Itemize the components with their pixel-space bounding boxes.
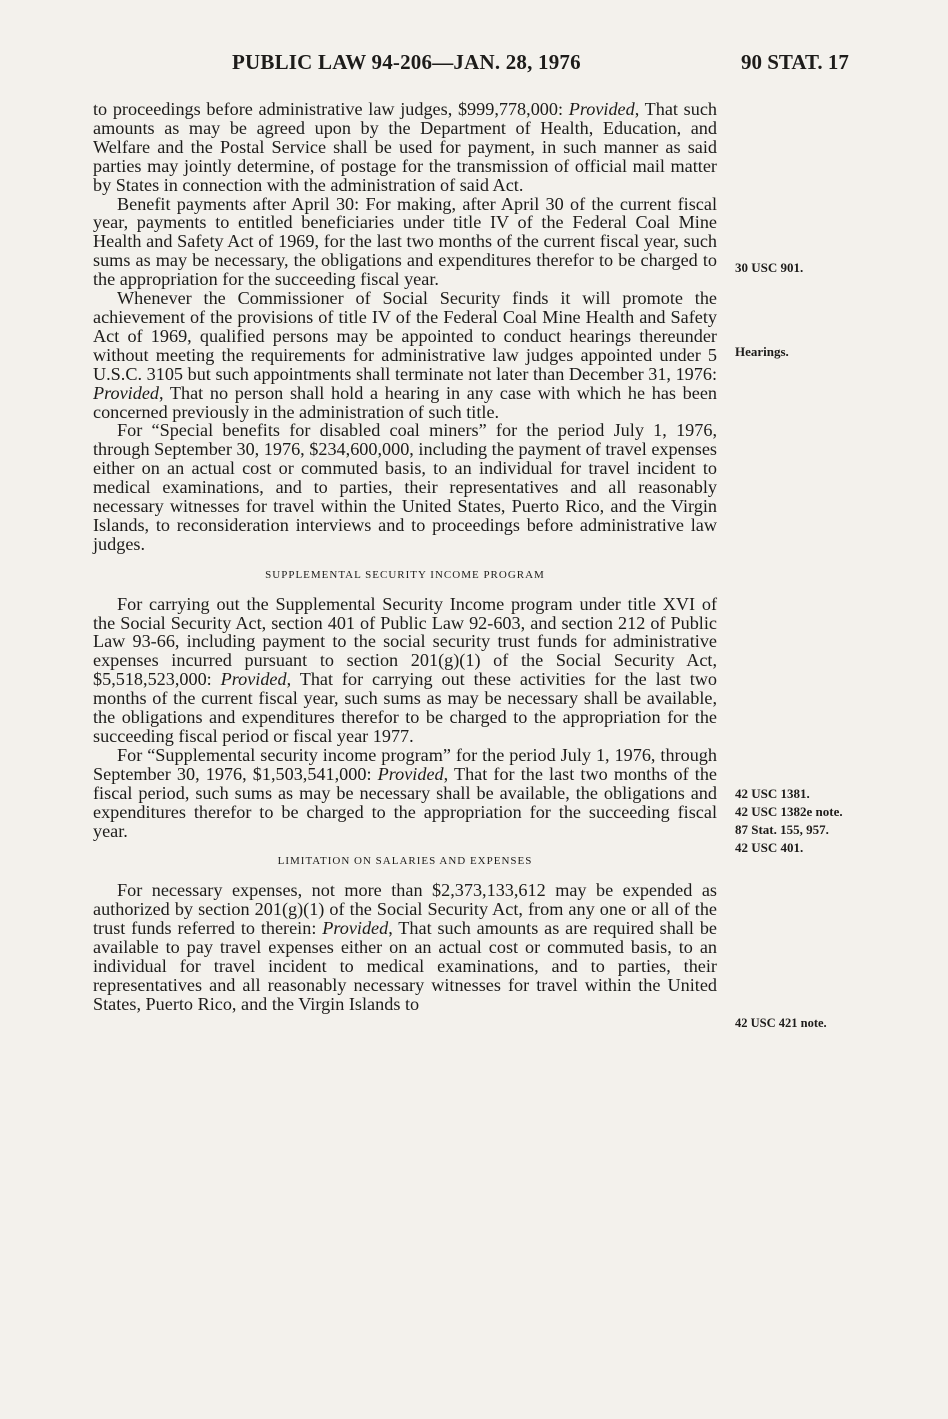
paragraph-5: For carrying out the Supplemental Security Income program under title XVI of the Social Security Act, section 401 of Public Law 92-603, and section 212 of Public Law 93-66, including payment to the social security trust funds for administrative expenses incurred pursuant to section 201(g)(1) of the Social Security Act, $5,518,523,000: Provided, That for carrying out these activities for the last two months of the current fiscal year, such sums as may be necessary shall be available, the obligations and expenditures therefor to be charged to the appropriation for the succeeding fiscal period or fiscal year 1977. <box>93 593 717 746</box>
paragraph-4: For “Special benefits for disabled coal miners” for the period July 1, 1976, through September 30, 1976, $234,600,000, including the payment of travel expenses either on an actual cost or commuted basis, to an individual for travel incident to medical examinations, and to parties, their representatives and all reasonably necessary witnesses for travel within the United States, Puerto Rico, and the Virgin Islands, to reconsideration interviews and to proceedings before administrative law judges. <box>93 420 717 554</box>
page-header <box>0 50 948 80</box>
margin-note-42-usc-421: 42 USC 421 note. <box>735 1016 827 1030</box>
margin-note-42-usc-1382e: 42 USC 1382e note. <box>735 804 843 819</box>
paragraph-3: Whenever the Commissioner of Social Security finds it will promote the achievement of the provisions of title IV of the Federal Coal Mine Health and Safety Act of 1969, qualified persons may be appointed to conduct hearings thereunder without meeting the requirements for administrative law judges appointed under 5 U.S.C. 3105 but such appointments shall terminate not later than December 31, 1976: Provided, That no person shall hold a hearing in any case with which he has been concerned previously in the administration of such title. <box>93 288 717 422</box>
margin-note-42-usc-401: 42 USC 401. <box>735 840 804 855</box>
section-heading-ssi: SUPPLEMENTAL SECURITY INCOME PROGRAM <box>265 568 545 581</box>
main-text <box>93 100 717 1014</box>
section-heading-limitation: LIMITATION ON SALARIES AND EXPENSES <box>277 855 533 868</box>
margin-note-30-usc-901: 30 USC 901. <box>735 260 804 275</box>
paragraph-7: For necessary expenses, not more than $2,373,133,612 may be expended as authorized by section 201(g)(1) of the Social Security Act, from any one or all of the trust funds referred to therein: Provided, That such amounts as are required shall be available to pay travel expenses either on an actual cost or commuted basis, to an individual for travel incident to medical examinations, and to parties, their representatives and all reasonably necessary witnesses for travel within the United States, Puerto Rico, and the Virgin Islands to <box>93 880 717 1014</box>
paragraph-6: For “Supplemental security income program” for the period July 1, 1976, through September 30, 1976, $1,503,541,000: Provided, That for the last two months of the fiscal period, such sums as may be necessary shall be available, the obligations and expenditures therefor to be charged to the appropriation for the succeeding fiscal year. <box>93 744 717 841</box>
margin-note-hearings: Hearings. <box>735 344 789 359</box>
page-title: PUBLIC LAW 94-206—JAN. 28, 1976 <box>232 50 581 74</box>
margin-note-87-stat: 87 Stat. 155, 957. <box>735 822 829 837</box>
paragraph-2: Benefit payments after April 30: For making, after April 30 of the current fiscal year, payments to entitled beneficiaries under title IV of the Federal Coal Mine Health and Safety Act of 1969, for the last two months of the current fiscal year, such sums as may be necessary, the obligations and expenditures therefor to be charged to the appropriation for the succeeding fiscal year. <box>93 193 717 290</box>
margin-note-group-ssi <box>735 786 865 855</box>
paragraph-1: to proceedings before administrative law judges, $999,778,000: Provided, That such amounts as may be agreed upon by the Department of Health, Education, and Welfare and the Postal Service shall be used for payment, in such manner as said parties may jointly determine, of postage for the transmission of official mail matter by States in connection with the administration of said Act. <box>93 99 718 195</box>
statute-page-number: 90 STAT. 17 <box>741 50 849 74</box>
margin-note-42-usc-1381: 42 USC 1381. <box>735 786 810 801</box>
